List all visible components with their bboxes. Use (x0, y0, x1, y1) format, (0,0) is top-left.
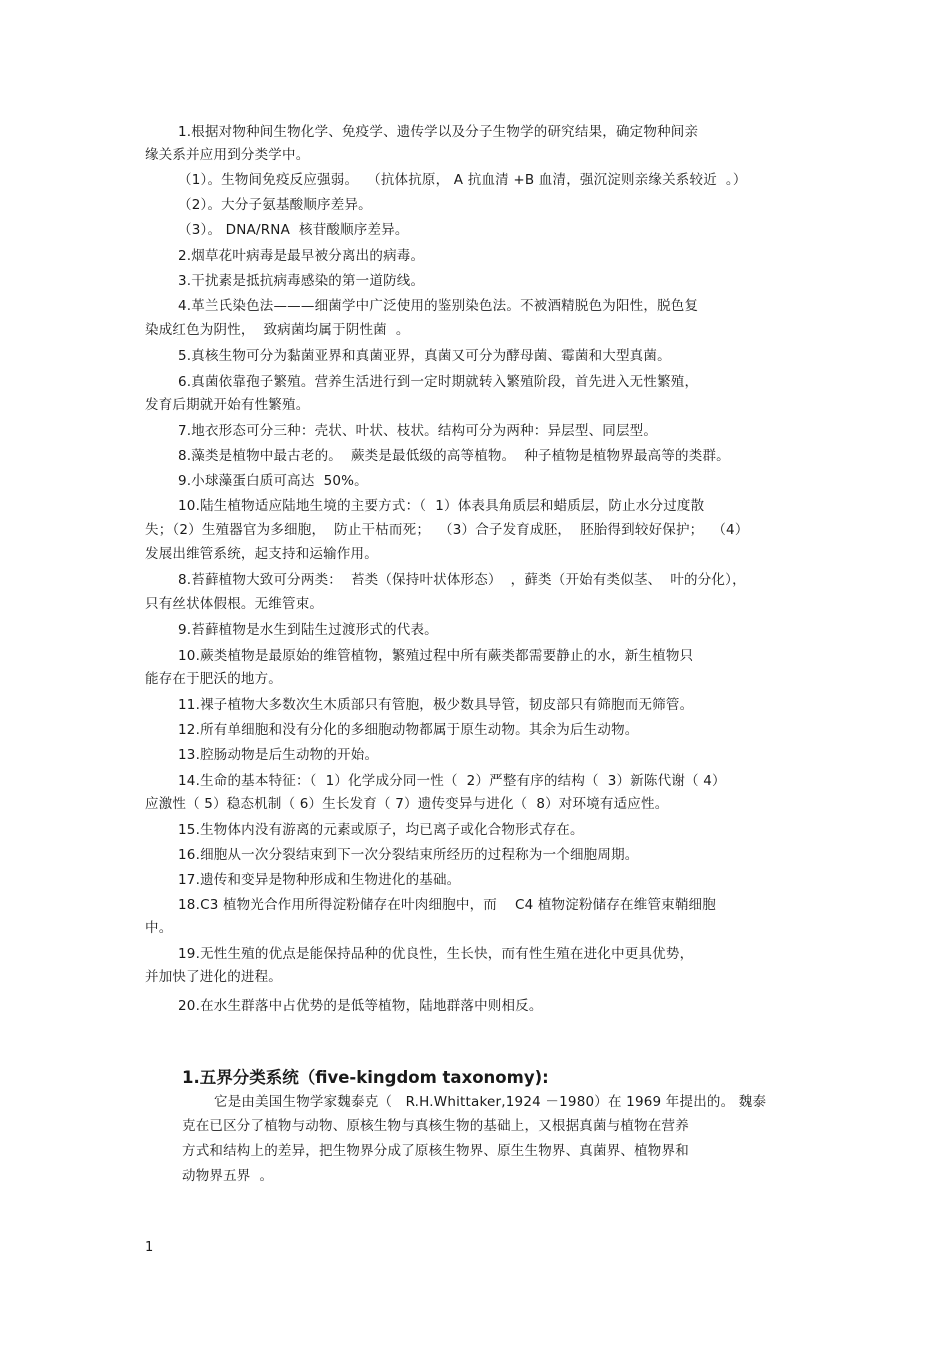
text-line: 失；（2）生殖器官为多细胞， 防止干枯而死； （3）合子发育成胚， 胚胎得到较好保护； （4） (145, 522, 749, 538)
text-line: 8.苔藓植物大致可分两类： 苔类（保持叶状体形态） ，藓类（开始有类似茎、 叶的分化）， (178, 572, 746, 588)
text-line: 11.裸子植物大多数次生木质部只有管胞，极少数具导管，韧皮部只有筛胞而无筛管。 (178, 697, 694, 713)
text-line: 14.生命的基本特征：（ 1）化学成分同一性（ 2）严整有序的结构（ 3）新陈代谢（ 4） (178, 773, 726, 789)
text-line: 4.革兰氏染色法———细菌学中广泛使用的鉴别染色法。不被酒精脱色为阳性，脱色复 (178, 298, 699, 314)
text-line: 8.藻类是植物中最古老的。 蕨类是最低级的高等植物。 种子植物是植物界最高等的类群。 (178, 448, 730, 464)
text-line: 12.所有单细胞和没有分化的多细胞动物都属于原生动物。其余为后生动物。 (178, 722, 639, 738)
text-line: 18.C3 植物光合作用所得淀粉储存在叶肉细胞中，而 C4 植物淀粉储存在维管束鞘细胞 (178, 897, 716, 913)
text-line: 10.陆生植物适应陆地生境的主要方式：（ 1）体表具角质层和蜡质层，防止水分过度散 (178, 498, 705, 514)
text-line: （2）。大分子氨基酸顺序差异。 (178, 197, 372, 213)
text-line: 17.遗传和变异是物种形成和生物进化的基础。 (178, 872, 461, 888)
text-line: 并加快了进化的进程。 (145, 969, 282, 985)
text-line: 13.腔肠动物是后生动物的开始。 (178, 747, 379, 763)
text-line: 16.细胞从一次分裂结束到下一次分裂结束所经历的过程称为一个细胞周期。 (178, 847, 639, 863)
text-line: 发育后期就开始有性繁殖。 (145, 397, 310, 413)
text-line: 20.在水生群落中占优势的是低等植物，陆地群落中则相反。 (178, 998, 543, 1014)
section-text-line: 方式和结构上的差异，把生物界分成了原核生物界、原生生物界、真菌界、植物界和 (182, 1143, 689, 1159)
text-line: 缘关系并应用到分类学中。 (145, 147, 310, 163)
text-line: 9.小球藻蛋白质可高达 50%。 (178, 473, 368, 489)
text-line: 3.干扰素是抵抗病毒感染的第一道防线。 (178, 273, 425, 289)
text-line: 7.地衣形态可分三种：壳状、叶状、枝状。结构可分为两种：异层型、同层型。 (178, 423, 658, 439)
text-line: 能存在于肥沃的地方。 (145, 671, 282, 687)
text-line: （3）。 DNA/RNA 核苷酸顺序差异。 (178, 222, 409, 238)
section-text-line: 动物界五界 。 (182, 1168, 274, 1184)
section-text-line: 克在已区分了植物与动物、原核生物与真核生物的基础上，又根据真菌与植物在营养 (182, 1118, 689, 1134)
text-line: 9.苔藓植物是水生到陆生过渡形式的代表。 (178, 622, 438, 638)
text-line: 中。 (145, 920, 173, 936)
text-line: 19.无性生殖的优点是能保持品种的优良性，生长快，而有性生殖在进化中更具优势， (178, 946, 694, 962)
text-line: 只有丝状体假根。无维管束。 (145, 596, 324, 612)
text-line: 发展出维管系统，起支持和运输作用。 (145, 546, 378, 562)
section-text-line: 它是由美国生物学家魏泰克（ R.H.Whittaker,1924 －1980）在 1969 年提出的。 魏泰 (214, 1094, 767, 1110)
text-line: 应激性（ 5）稳态机制（ 6）生长发育（ 7）遗传变异与进化（ 8）对环境有适应性。 (145, 796, 669, 812)
text-line: 染成红色为阴性， 致病菌均属于阴性菌 。 (145, 322, 410, 338)
text-line: 10.蕨类植物是最原始的维管植物，繁殖过程中所有蕨类都需要静止的水，新生植物只 (178, 648, 694, 664)
page-number: 1 (145, 1240, 154, 1255)
text-line: （1）。生物间免疫反应强弱。 （抗体抗原， A 抗血清 +B 血清，强沉淀则亲缘关系较近 。） (178, 172, 747, 188)
text-line: 2.烟草花叶病毒是最早被分离出的病毒。 (178, 248, 425, 264)
text-line: 5.真核生物可分为黏菌亚界和真菌亚界，真菌又可分为酵母菌、霉菌和大型真菌。 (178, 348, 671, 364)
text-line: 6.真菌依靠孢子繁殖。营养生活进行到一定时期就转入繁殖阶段，首先进入无性繁殖， (178, 374, 699, 390)
section-title: 1.五界分类系统（five-kingdom taxonomy): (182, 1068, 549, 1087)
text-line: 1.根据对物种间生物化学、免疫学、遗传学以及分子生物学的研究结果，确定物种间亲 (178, 124, 699, 140)
text-line: 15.生物体内没有游离的元素或原子，均已离子或化合物形式存在。 (178, 822, 584, 838)
